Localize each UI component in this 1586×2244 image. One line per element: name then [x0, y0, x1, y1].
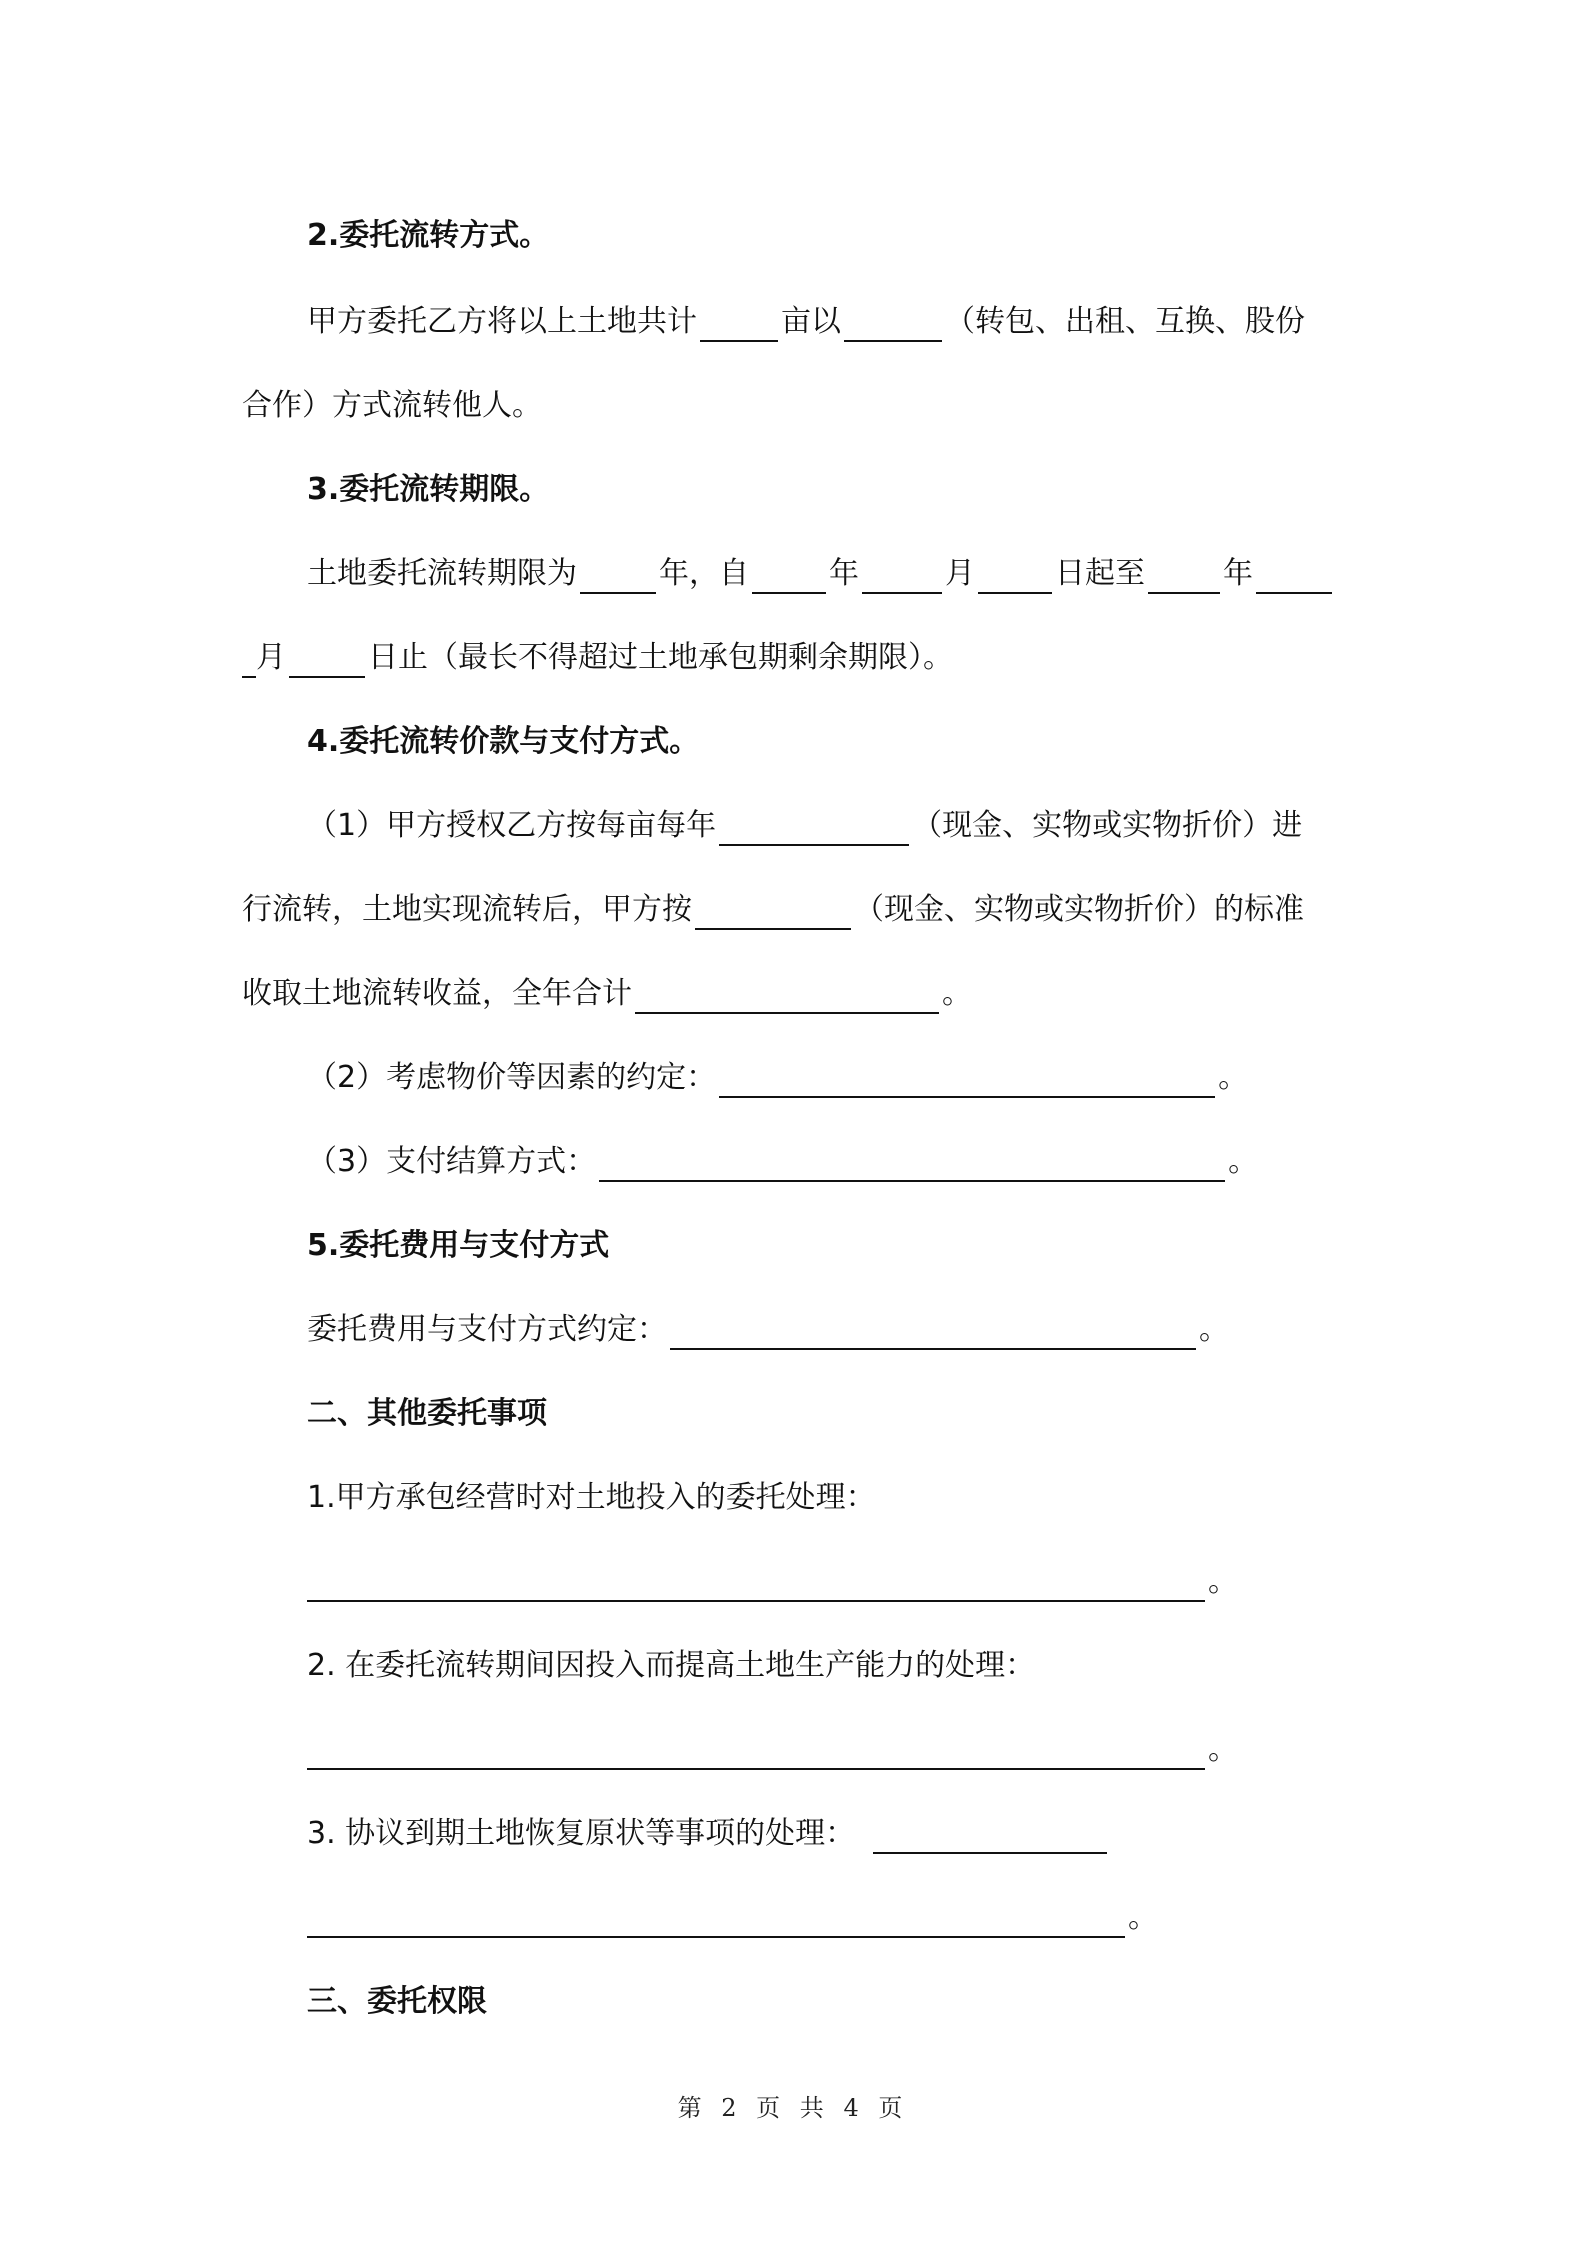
section-4-item1-line1: （1）甲方授权乙方按每亩每年 （现金、实物或实物折价）进	[307, 786, 1302, 846]
end-month-blank-part2[interactable]	[242, 640, 256, 678]
acreage-blank[interactable]	[700, 304, 778, 342]
productivity-handling-blank[interactable]	[307, 1732, 1205, 1770]
restoration-handling-blank-part1[interactable]	[873, 1816, 1107, 1854]
section-3-paragraph-line2: 月 日止（最长不得超过土地承包期剩余期限）。	[242, 618, 953, 678]
commission-fee-blank[interactable]	[670, 1312, 1196, 1350]
transfer-method-blank[interactable]	[844, 304, 942, 342]
end-year-blank[interactable]	[1148, 556, 1220, 594]
page-number-footer: 第 2 页 共 4 页	[677, 2094, 909, 2122]
other-item-1: 1.甲方承包经营时对土地投入的委托处理：	[307, 1480, 876, 1515]
section-2-paragraph-line1: 甲方委托乙方将以上土地共计 亩以 （转包、出租、互换、股份	[307, 282, 1305, 342]
section-5-title: 5.委托费用与支付方式	[307, 1228, 610, 1263]
end-month-blank-part1[interactable]	[1256, 556, 1332, 594]
other-item-2: 2. 在委托流转期间因投入而提高土地生产能力的处理：	[307, 1648, 1036, 1683]
section-4-item1-line3: 收取土地流转收益，全年合计 。	[242, 954, 972, 1014]
annual-total-blank[interactable]	[635, 976, 939, 1014]
other-item-2-answer: 。	[307, 1710, 1238, 1770]
other-item-3: 3. 协议到期土地恢复原状等事项的处理：	[307, 1794, 1110, 1854]
section-2-title: 2.委托流转方式。	[307, 218, 550, 253]
term-years-blank[interactable]	[580, 556, 656, 594]
start-day-blank[interactable]	[978, 556, 1052, 594]
end-day-blank[interactable]	[289, 640, 365, 678]
other-item-3-answer: 。	[307, 1878, 1158, 1938]
other-item-1-answer: 。	[307, 1542, 1238, 1602]
restoration-handling-blank-part2[interactable]	[307, 1900, 1125, 1938]
price-factor-agreement-blank[interactable]	[719, 1060, 1215, 1098]
section-4-item1-line2: 行流转，土地实现流转后，甲方按 （现金、实物或实物折价）的标准	[242, 870, 1304, 930]
start-month-blank[interactable]	[862, 556, 942, 594]
section-2-paragraph-line2: 合作）方式流转他人。	[242, 388, 542, 423]
start-year-blank[interactable]	[752, 556, 826, 594]
section-3-title: 3.委托流转期限。	[307, 472, 550, 507]
income-standard-blank[interactable]	[695, 892, 851, 930]
settlement-method-blank[interactable]	[599, 1144, 1225, 1182]
input-handling-blank[interactable]	[307, 1564, 1205, 1602]
section-4-item3: （3）支付结算方式： 。	[307, 1122, 1258, 1182]
heading-authority: 三、委托权限	[307, 1984, 487, 2019]
section-4-title: 4.委托流转价款与支付方式。	[307, 724, 700, 759]
section-5-paragraph: 委托费用与支付方式约定： 。	[307, 1290, 1229, 1350]
heading-other-matters: 二、其他委托事项	[307, 1396, 547, 1431]
price-per-mu-blank[interactable]	[719, 808, 909, 846]
section-3-paragraph-line1: 土地委托流转期限为 年，自 年 月 日起至 年	[307, 534, 1335, 594]
section-4-item2: （2）考虑物价等因素的约定： 。	[307, 1038, 1248, 1098]
